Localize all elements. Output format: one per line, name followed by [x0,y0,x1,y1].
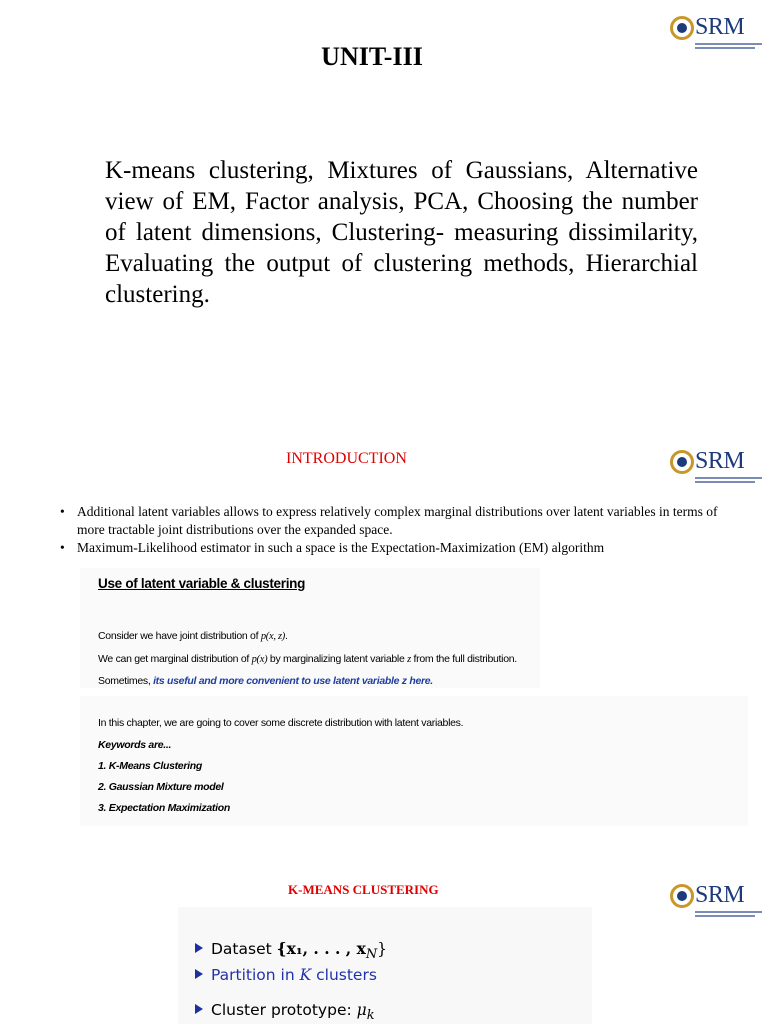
srm-logo-text: SRM [695,14,745,40]
beamer-item-dataset: Dataset {x₁, . . . , $x_N$} [195,939,387,962]
intro-bullets [60,503,720,557]
introduction-title: INTRODUCTION [286,450,407,467]
triangle-bullet-icon [195,1004,203,1014]
srm-logo [670,446,762,488]
triangle-bullet-icon [195,969,203,979]
srm-logo [670,880,762,922]
srm-seal-icon [670,16,694,40]
srm-logo-text: SRM [695,882,745,908]
srm-logo-text: SRM [695,448,745,474]
image-line-2: We can get marginal distribution of p(x) by marginalizing latent variable z from the full distribution. [98,653,517,665]
image-line-1: Consider we have joint distribution of p(x, z). [98,630,288,642]
beamer-item-partition: Partition in K clusters [195,966,377,984]
kmeans-title: K-MEANS CLUSTERING [288,882,439,897]
srm-seal-icon [670,450,694,474]
unit-title: UNIT-III [321,42,423,71]
srm-seal-icon [670,884,694,908]
image-line-4: In this chapter, we are going to cover some discrete distribution with latent variables. [98,717,464,729]
bullet-item: • Additional latent variables allows to express relatively complex marginal distributions over latent variables in terms of more tractable joint distributions over the expanded space. [60,503,720,539]
beamer-item-prototype: Cluster prototype: $\mu_k$ [195,1001,375,1023]
image-line-3: Sometimes, its useful and more convenient to use latent variable z here. [98,675,433,687]
image-heading: Use of latent variable & clustering [98,576,306,591]
triangle-bullet-icon [195,943,203,953]
keyword-item: 2. Gaussian Mixture model [98,781,224,793]
bullet-item: • Maximum-Likelihood estimator in such a space is the Expectation-Maximization (EM) algorithm [60,539,720,557]
keyword-item: 3. Expectation Maximization [98,802,230,814]
keywords-label: Keywords are... [98,739,172,751]
keyword-item: 1. K-Means Clustering [98,760,202,772]
topics-paragraph: K-means clustering, Mixtures of Gaussians, Alternative view of EM, Factor analysis, PCA, Choosing the number of latent dimensions, Clustering- measuring dissimilarity, Evaluating the output of clustering methods, Hierarchial clustering. [105,157,698,308]
